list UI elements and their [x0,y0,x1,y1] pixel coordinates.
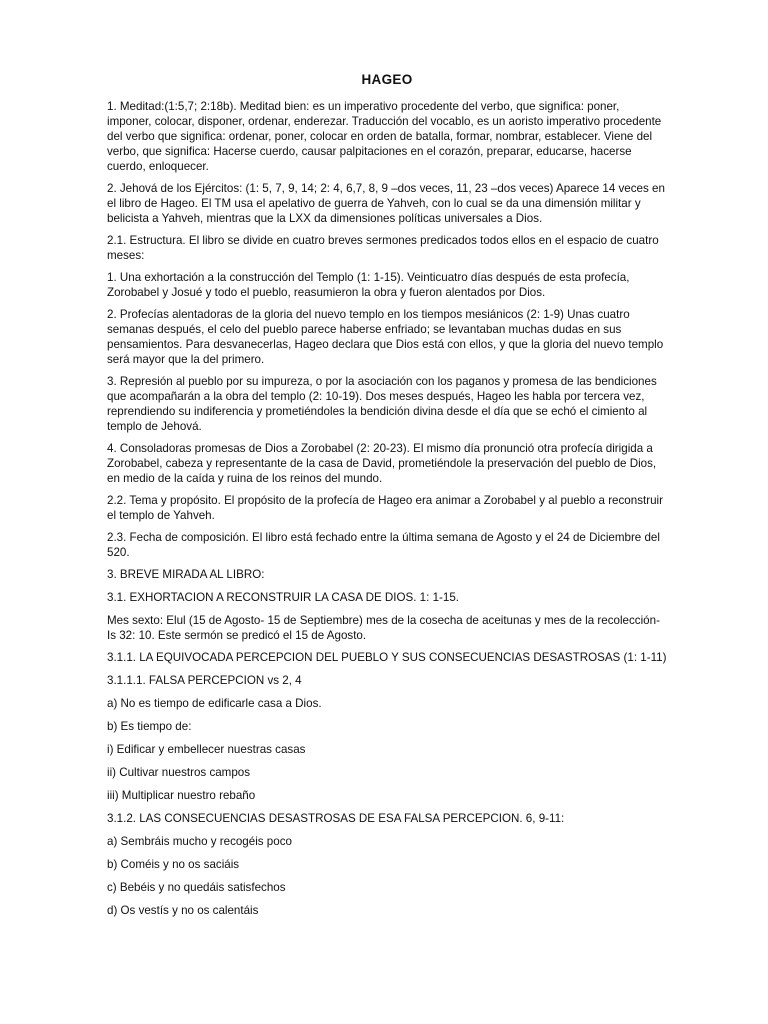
paragraph-meditad: 1. Meditad:(1:5,7; 2:18b). Meditad bien: es un imperativo procedente del verbo, que significa: poner, imponer, colocar, disponer, ordenar, enderezar. Traducción del vocablo, es un aoristo imperativo procedente del verbo que significa: ordenar, poner, colocar en orden de batalla, formar, nombrar, establecer. Viene del verbo, que significa: Hacerse cuerdo, causar palpitaciones en el corazón, preparar, educarse, hacerse cuerdo, enloquecer. [107,100,662,173]
heading-exhortacion: 3.1. EXHORTACION A RECONSTRUIR LA CASA DE DIOS. 1: 1-15. [107,591,459,604]
document-page [107,72,667,926]
paragraph-tema-proposito: 2.2. Tema y propósito. El propósito de la profecía de Hageo era animar a Zorobabel y al pueblo a reconstruir el templo de Yahveh. [107,494,663,522]
list-item: a) No es tiempo de edificarle casa a Dios. [107,697,322,710]
list-item: i) Edificar y embellecer nuestras casas [107,743,306,756]
paragraph-sermon-2: 2. Profecías alentadoras de la gloria del nuevo templo en los tiempos mesiánicos (2: 1-9) Unas cuatro semanas después, el celo del pueblo parece haberse enfriado; se levantaban muchas dudas en sus pensamientos. Para desvanecerlas, Hageo declara que Dios está con ellos, y que la gloria del nuevo templo será mayor que la del primero. [107,308,664,366]
heading-equivocada-percepcion: 3.1.1. LA EQUIVOCADA PERCEPCION DEL PUEBLO Y SUS CONSECUENCIAS DESASTROSAS (1: 1-11) [107,651,667,664]
list-item: c) Bebéis y no quedáis satisfechos [107,881,286,894]
paragraph-jehova-ejercitos: 2. Jehová de los Ejércitos: (1: 5, 7, 9, 14; 2: 4, 6,7, 8, 9 –dos veces, 11, 23 –dos veces) Aparece 14 veces en el libro de Hageo. El TM usa el apelativo de guerra de Yahveh, con lo cual se da una dimensión militar y belicista a Yahveh, mientras que la LXX da dimensiones políticas universales a Dios. [107,182,665,225]
paragraph-estructura: 2.1. Estructura. El libro se divide en cuatro breves sermones predicados todos ellos en el espacio de cuatro meses: [107,234,659,262]
heading-breve-mirada: 3. BREVE MIRADA AL LIBRO: [107,568,265,581]
paragraph-fecha-composicion: 2.3. Fecha de composición. El libro está fechado entre la última semana de Agosto y el 24 de Diciembre del 520. [107,531,660,559]
paragraph-sermon-1: 1. Una exhortación a la construcción del Templo (1: 1-15). Veinticuatro días después de esta profecía, Zorobabel y Josué y todo el pueblo, reasumieron la obra y fueron alentados por Dios. [107,271,630,299]
list-item: a) Sembráis mucho y recogéis poco [107,835,292,848]
list-item: d) Os vestís y no os calentáis [107,904,259,917]
document-title: HAGEO [361,72,413,87]
list-item: iii) Multiplicar nuestro rebaño [107,789,256,802]
paragraph-mes-sexto: Mes sexto: Elul (15 de Agosto- 15 de Septiembre) mes de la cosecha de aceitunas y mes de la recolección- Is 32: 10. Este sermón se predicó el 15 de Agosto. [107,614,660,642]
paragraph-sermon-3: 3. Represión al pueblo por su impureza, o por la asociación con los paganos y promesa de las bendiciones que acompañarán a la obra del templo (2: 10-19). Dos meses después, Hageo les habla por tercera vez, reprendiendo su indiferencia y prometiéndoles la bendición divina desde el día que se echó el cimiento al templo de Jehová. [107,375,657,433]
list-item: ii) Cultivar nuestros campos [107,766,251,779]
heading-consecuencias: 3.1.2. LAS CONSECUENCIAS DESASTROSAS DE ESA FALSA PERCEPCION. 6, 9-11: [107,812,565,825]
paragraph-sermon-4: 4. Consoladoras promesas de Dios a Zorobabel (2: 20-23). El mismo día pronunció otra profecía dirigida a Zorobabel, cabeza y representante de la casa de David, prometiéndole la preservación del pueblo de Dios, en medio de la caída y ruina de los reinos del mundo. [107,442,657,485]
list-item: b) Coméis y no os saciáis [107,858,240,871]
heading-falsa-percepcion: 3.1.1.1. FALSA PERCEPCION vs 2, 4 [107,674,302,687]
list-item: b) Es tiempo de: [107,720,192,733]
